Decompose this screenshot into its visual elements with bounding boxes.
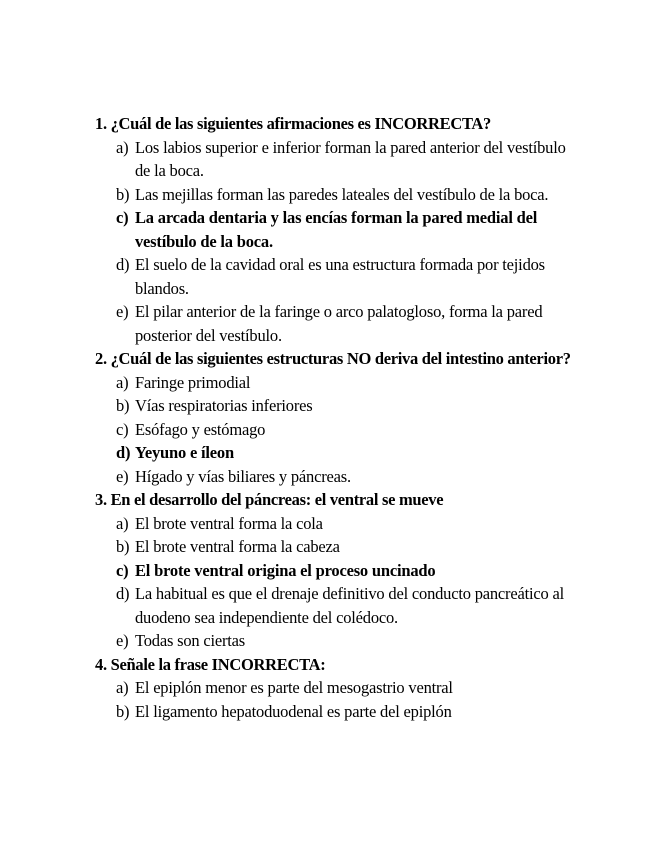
- question-1-option-d: [95, 253, 575, 300]
- question-1-option-c: [95, 206, 575, 253]
- question-4-options: [95, 676, 575, 723]
- option-text: La arcada dentaria y las encías forman la pared medial del vestíbulo de la boca.: [135, 208, 538, 251]
- question-2-option-b: [95, 394, 575, 418]
- question-3-option-a: [95, 512, 575, 536]
- option-marker: b): [116, 701, 130, 721]
- option-text: La habitual es que el drenaje definitivo del conducto pancreático al duodeno sea independiente del colédoco.: [135, 584, 564, 627]
- option-text: El epiplón menor es parte del mesogastrio ventral: [135, 678, 453, 697]
- question-1-option-b: [95, 183, 575, 207]
- option-text: El ligamento hepatoduodenal es parte del epiplón: [135, 701, 452, 721]
- option-marker: b): [116, 184, 130, 204]
- option-marker: a): [116, 678, 129, 697]
- option-marker: b): [116, 537, 130, 556]
- option-marker: c): [116, 560, 129, 580]
- question-4-option-a: [95, 676, 575, 700]
- question-2-option-d: [95, 441, 575, 465]
- option-text: El pilar anterior de la faringe o arco palatogloso, forma la pared posterior del vestíbulo.: [135, 302, 543, 345]
- option-text: Todas son ciertas: [135, 631, 245, 650]
- question-2-options: [95, 371, 575, 489]
- question-1-option-a: [95, 136, 575, 183]
- option-marker: a): [116, 137, 129, 157]
- option-marker: c): [116, 208, 129, 227]
- question-3-options: [95, 512, 575, 653]
- option-marker: b): [116, 396, 130, 415]
- option-text: El brote ventral forma la cabeza: [135, 537, 340, 556]
- option-text: Las mejillas forman las paredes lateales del vestíbulo de la boca.: [135, 184, 549, 204]
- question-3-option-b: [95, 535, 575, 559]
- question-2: 2. ¿Cuál de las siguientes estructuras NO deriva del intestino anterior?: [95, 349, 571, 368]
- option-marker: e): [116, 466, 129, 486]
- question-3-option-e: [95, 629, 575, 653]
- option-marker: e): [116, 302, 129, 321]
- option-text: Yeyuno e íleon: [135, 443, 234, 462]
- option-text: Vías respiratorias inferiores: [135, 396, 313, 415]
- option-text: Faringe primodial: [135, 372, 251, 392]
- document-page: [95, 112, 575, 723]
- option-marker: d): [116, 443, 131, 462]
- option-marker: d): [116, 255, 130, 274]
- question-2-option-e: [95, 465, 575, 489]
- question-4: 4. Señale la frase INCORRECTA:: [95, 654, 326, 674]
- question-1: 1. ¿Cuál de las siguientes afirmaciones es INCORRECTA?: [95, 114, 491, 133]
- option-marker: a): [116, 372, 129, 392]
- question-1-option-e: [95, 300, 575, 347]
- question-2-option-c: [95, 418, 575, 442]
- option-text: El brote ventral origina el proceso uncinado: [135, 560, 436, 580]
- option-marker: a): [116, 513, 129, 533]
- question-3-option-d: [95, 582, 575, 629]
- option-marker: e): [116, 631, 129, 650]
- option-marker: c): [116, 419, 129, 439]
- option-text: El suelo de la cavidad oral es una estructura formada por tejidos blandos.: [135, 255, 545, 298]
- option-text: Los labios superior e inferior forman la pared anterior del vestíbulo de la boca.: [135, 137, 566, 180]
- option-text: Esófago y estómago: [135, 419, 266, 439]
- option-text: Hígado y vías biliares y páncreas.: [135, 466, 351, 486]
- question-2-option-a: [95, 371, 575, 395]
- question-3-option-c: [95, 559, 575, 583]
- option-marker: d): [116, 584, 130, 603]
- question-3: 3. En el desarrollo del páncreas: el ventral se mueve: [95, 490, 444, 509]
- question-1-options: [95, 136, 575, 348]
- question-4-option-b: [95, 700, 575, 724]
- option-text: El brote ventral forma la cola: [135, 513, 323, 533]
